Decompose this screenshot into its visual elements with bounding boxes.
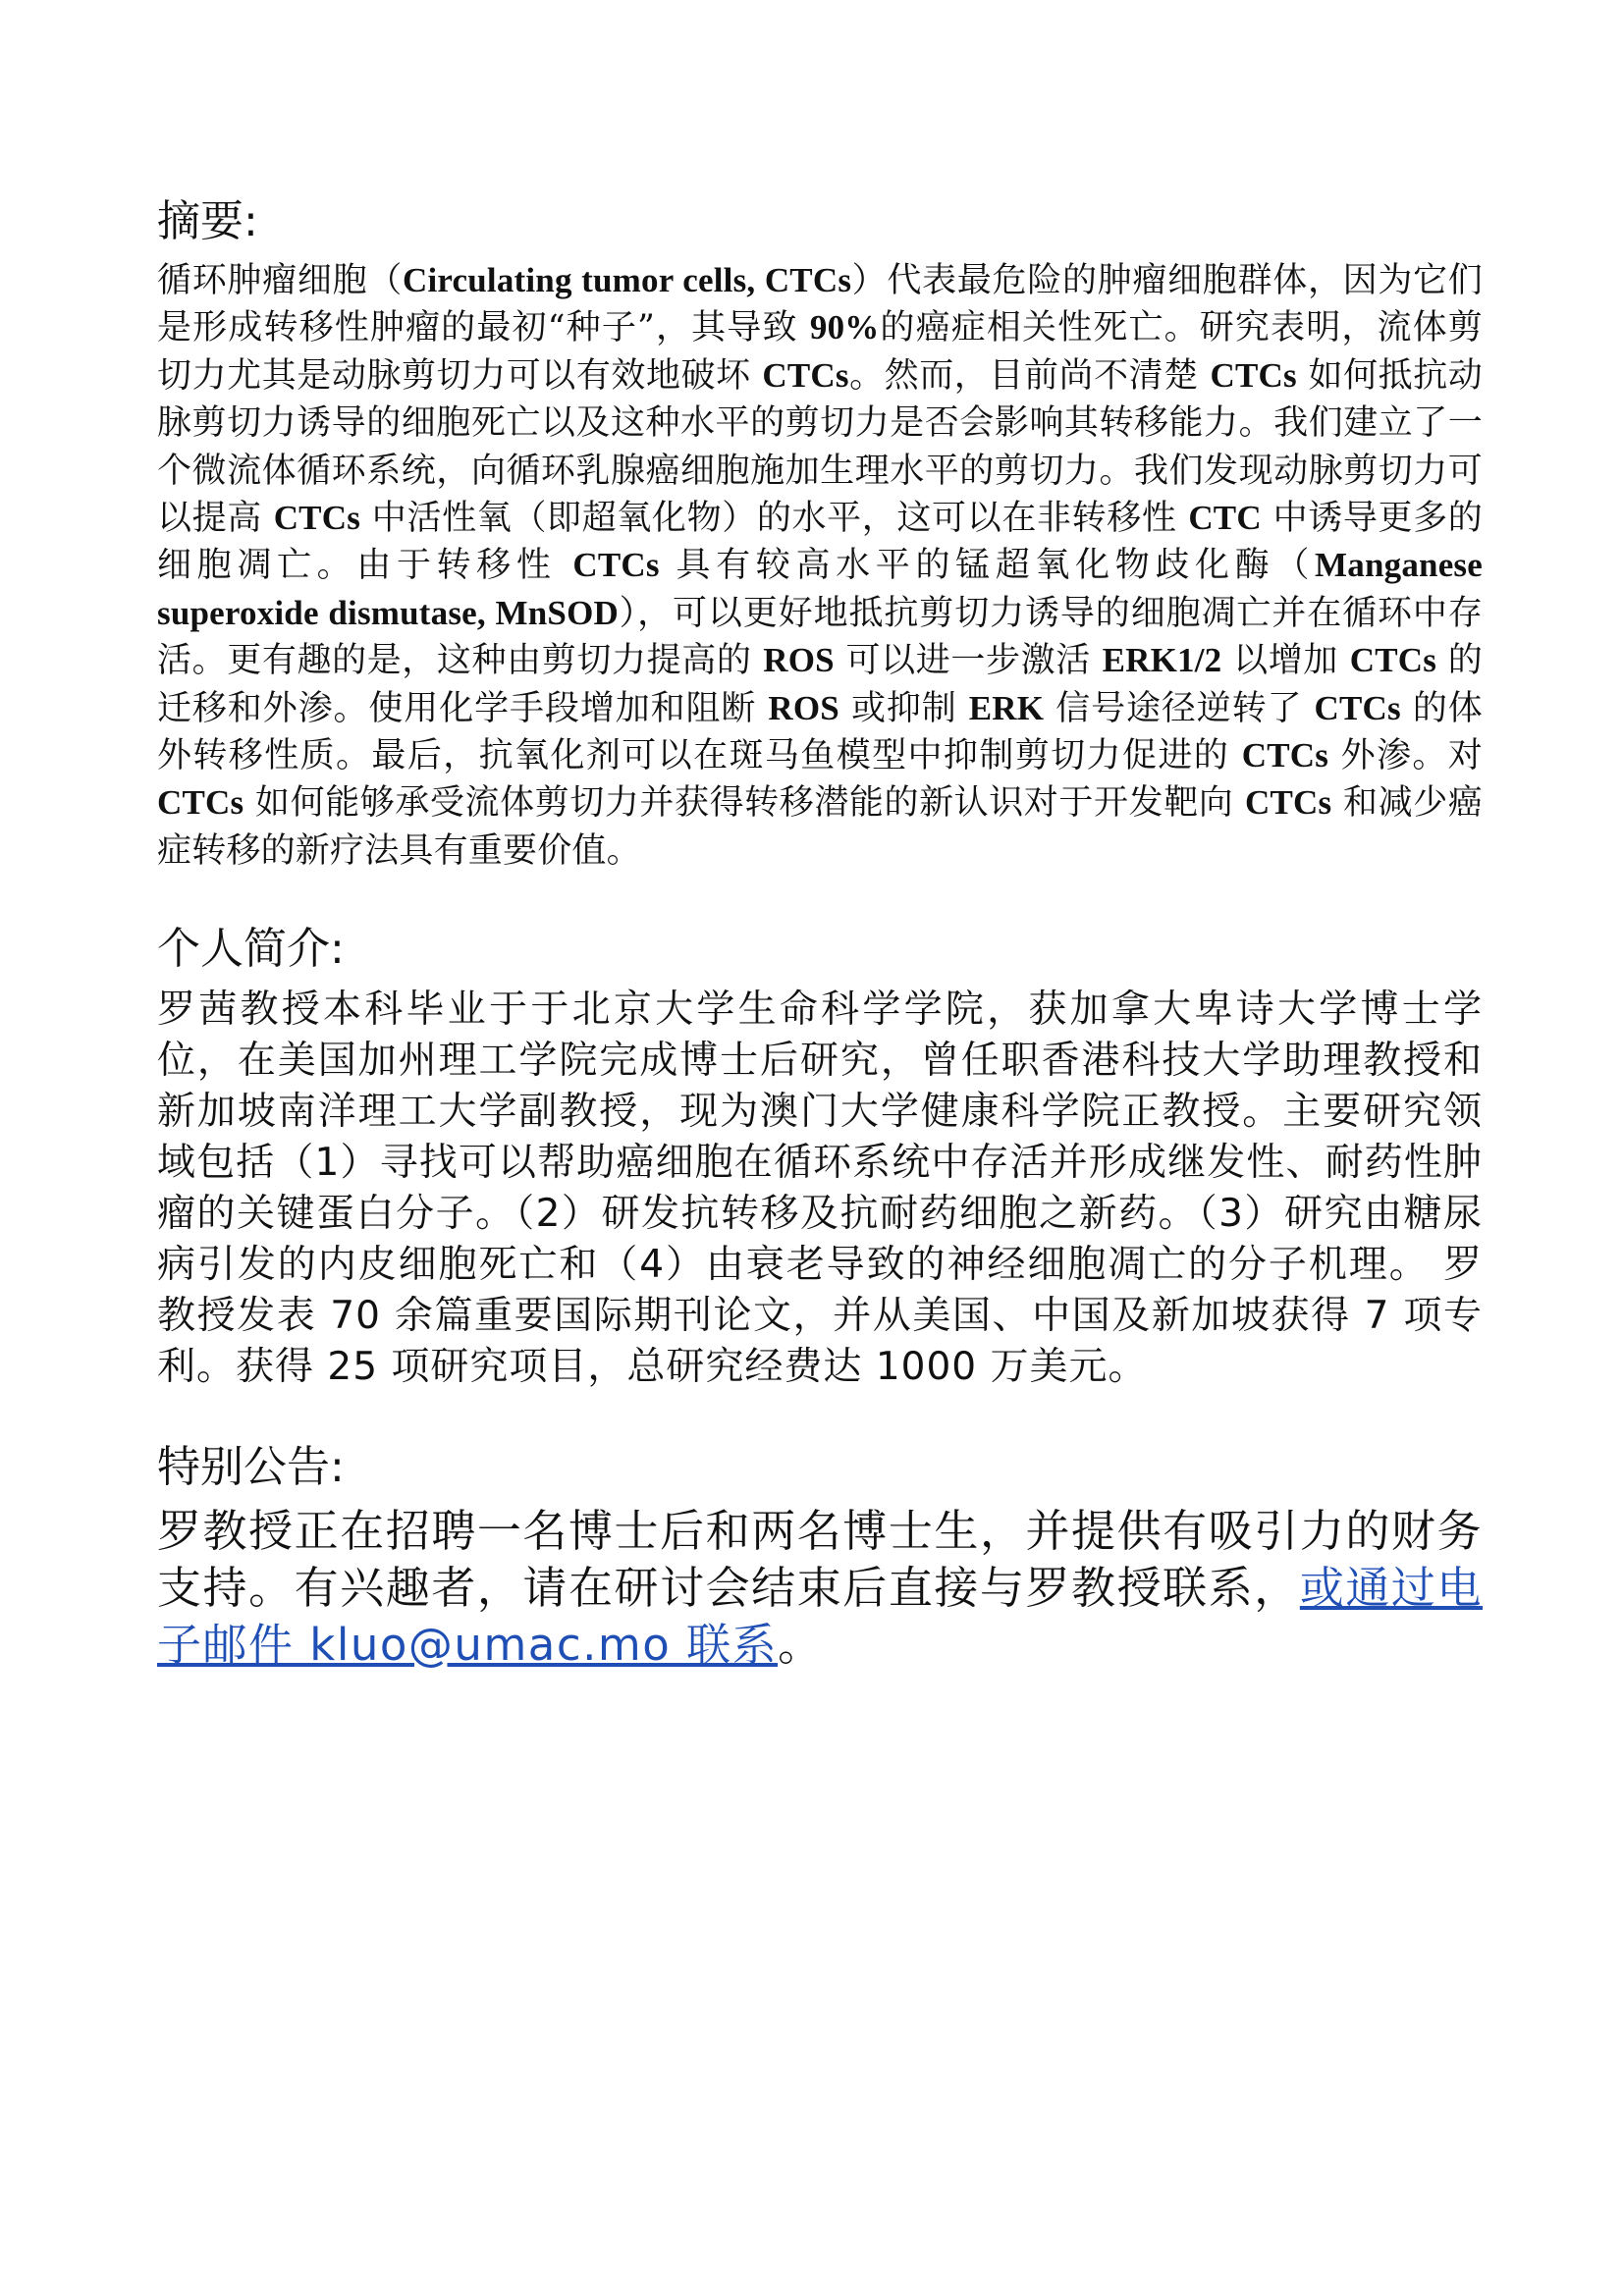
section-spacer <box>157 875 1483 924</box>
percent-value: 90% <box>809 308 880 347</box>
abstract-text-run: ）代表最危险的肿瘤细胞群体，因为它们是形成转移性肿瘤的最初“种子”，其导致 <box>157 261 1483 348</box>
abstract-text-run: 的迁移和外渗。使用化学手段增加和阻断 <box>157 641 1483 728</box>
abstract-text-run: 具有较高水平的锰超氧化物歧化酶（ <box>659 546 1316 586</box>
bio-heading: 个人简介: <box>157 924 345 975</box>
term-ctcs: CTCs <box>1245 783 1332 823</box>
term-ctcs: CTCs <box>572 546 660 585</box>
notice-heading: 特别公告: <box>157 1442 345 1493</box>
abstract-text-run: 如何抵抗动脉剪切力诱导的细胞死亡以及这种水平的剪切力是否会影响其转移能力。我们建立了一个微流体循环系统，向循环乳腺癌细胞施加生理水平的剪切力。我们发现动脉剪切力可以提高 <box>157 355 1484 539</box>
term-ctcs: CTCs <box>1349 641 1437 680</box>
document-page <box>157 196 1483 1674</box>
term-erk12: ERK1/2 <box>1102 641 1222 680</box>
abstract-text-run: 信号途径逆转了 <box>1044 688 1315 728</box>
term-ctcs: CTCs <box>1241 736 1329 775</box>
term-ctcs: CTCs <box>1314 688 1401 727</box>
term-ctc: Circulating tumor cells, CTCs <box>403 261 852 299</box>
abstract-text-run: ），可以更好地抵抗剪切力诱导的细胞凋亡并在循环中存活。更有趣的是，这种由剪切力提高的 <box>157 593 1483 681</box>
abstract-section <box>157 196 1483 875</box>
term-ros: ROS <box>768 688 839 727</box>
abstract-text-run: 外渗。对 <box>1328 736 1483 776</box>
abstract-text-run: 的癌症相关性死亡。研究表明，流体剪切力尤其是动脉剪切力可以有效地破坏 <box>157 308 1483 396</box>
abstract-text-run: 循环肿瘤细胞（ <box>157 261 403 300</box>
notice-text-run: 罗教授正在招聘一名博士后和两名博士生，并提供有吸引力的财务支持。有兴趣者，请在研讨会结束后直接与罗教授联系， <box>157 1505 1483 1615</box>
bio-text: 罗茜教授本科毕业于于北京大学生命科学学院，获加拿大卑诗大学博士学位，在美国加州理工学院完成博士后研究，曾任职香港科技大学助理教授和新加坡南洋理工大学副教授，现为澳门大学健康科学院正教授。主要研究领域包括（1）寻找可以帮助癌细胞在循环系统中存活并形成继发性、耐药性肿瘤的关键蛋白分子。（2）研发抗转移及抗耐药细胞之新药。（3）研究由糖尿病引发的内皮细胞死亡和（4）由衰老导致的神经细胞凋亡的分子机理。 罗教授发表 70 余篇重要国际期刊论文，并从美国、中国及新加坡获得 7 项专利。获得 25 项研究项目，总研究经费达 1000 万美元。 <box>157 988 1483 1390</box>
abstract-text-run: 可以进一步激活 <box>834 641 1103 681</box>
abstract-text-run: 如何能够承受流体剪切力并获得转移潜能的新认识对于开发靶向 <box>243 783 1245 824</box>
section-spacer <box>157 1393 1483 1442</box>
term-ctc: CTC <box>1188 499 1262 538</box>
abstract-text-run: 以增加 <box>1221 641 1350 681</box>
notice-text-end: 。 <box>778 1619 824 1672</box>
abstract-text-run: 中活性氧（即超氧化物）的水平，这可以在非转移性 <box>360 499 1189 539</box>
term-ctcs: CTCs <box>1210 355 1297 395</box>
abstract-text-run: 和减少癌症转移的新疗法具有重要价值。 <box>157 783 1483 871</box>
term-ros: ROS <box>763 641 835 680</box>
term-ctcs: CTCs <box>157 783 244 823</box>
term-erk: ERK <box>968 688 1045 727</box>
term-ctcs: CTCs <box>273 499 361 538</box>
abstract-text-run: 的体外转移性质。最后，抗氧化剂可以在斑马鱼模型中抑制剪切力促进的 <box>157 688 1483 776</box>
abstract-text-run: 或抑制 <box>839 688 969 728</box>
bio-section <box>157 924 1483 1393</box>
abstract-heading: 摘要: <box>157 196 258 246</box>
abstract-text-run: 。然而，目前尚不清楚 <box>848 355 1211 396</box>
abstract-text-run: 中诱导更多的细胞凋亡。由于转移性 <box>157 499 1483 586</box>
email-link[interactable]: 或通过电子邮件 kluo@umac.mo 联系 <box>157 1562 1483 1672</box>
term-ctcs: CTCs <box>762 355 849 395</box>
term-mnsod: Manganese superoxide dismutase, MnSOD <box>157 546 1483 632</box>
notice-section <box>157 1442 1483 1674</box>
abstract-text <box>157 257 1483 875</box>
notice-text <box>157 1503 1483 1674</box>
